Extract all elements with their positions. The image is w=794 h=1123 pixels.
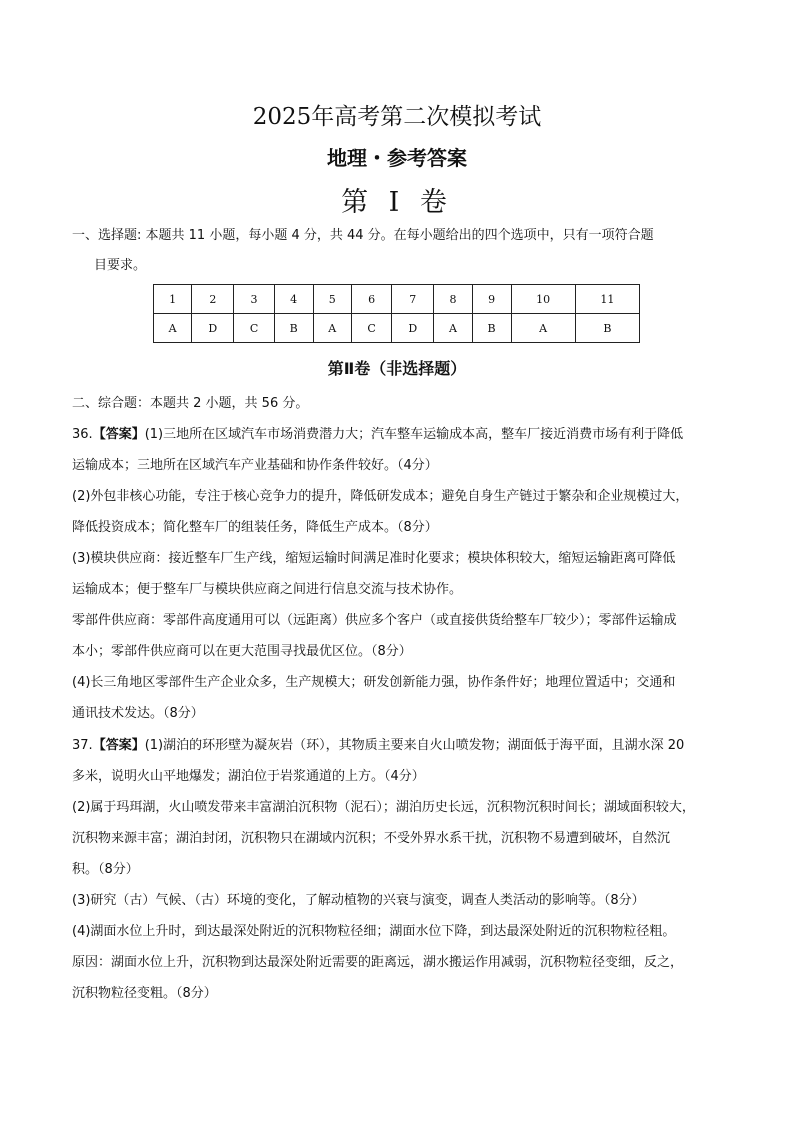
- question-number: 8: [434, 285, 472, 314]
- section2-instruction: 二、综合题：本题共 2 小题，共 56 分。: [72, 396, 309, 411]
- q37-part1-line2: 多米，说明火山平地爆发；湖泊位于岩浆通道的上方。（4分）: [72, 769, 425, 784]
- q36-line1: [72, 425, 732, 445]
- q37-part2-line3: 积。（8分）: [72, 862, 139, 877]
- exam-subtitle: 地理・参考答案: [327, 146, 467, 170]
- question-number: 7: [392, 285, 434, 314]
- answer-cell: C: [234, 314, 274, 343]
- question-number: 5: [313, 285, 351, 314]
- answer-cell: D: [392, 314, 434, 343]
- volume-one-heading: 第 I 卷: [341, 187, 453, 218]
- q36-part1-text: (1)三地所在区域汽车市场消费潜力大；汽车整车运输成本高，整车厂接近消费市场有利于降低: [144, 427, 684, 442]
- section1-instruction-line2: 目要求。: [94, 258, 147, 273]
- answer-row: [154, 314, 640, 343]
- q36-part2-line1: (2)外包非核心功能，专注于核心竞争力的提升，降低研发成本；避免自身生产链过于繁杂和企业规模过大，: [72, 489, 689, 504]
- section1-instruction-line1: 一、选择题: 本题共 11 小题，每小题 4 分，共 44 分。在每小题给出的四个选项中，只有一项符合题: [72, 228, 654, 243]
- q37-number: 37.: [72, 738, 93, 753]
- q37-part2-line2: 沉积物来源丰富；湖泊封闭，沉积物只在湖域内沉积；不受外界水系干扰，沉积物不易遭到破坏，自然沉: [72, 831, 671, 846]
- q36-part4-line2: 通讯技术发达。（8分）: [72, 706, 204, 721]
- answer-cell: A: [511, 314, 575, 343]
- exam-title: 2025年高考第二次模拟考试: [252, 104, 542, 130]
- question-number: 6: [351, 285, 391, 314]
- question-number-row: [154, 285, 640, 314]
- question-number: 10: [511, 285, 575, 314]
- answer-cell: B: [472, 314, 511, 343]
- q36-part2-line2: 降低投资成本；简化整车厂的组装任务，降低生产成本。（8分）: [72, 520, 438, 535]
- q37-part4-line2: 原因：湖面水位上升，沉积物到达最深处附近需要的距离远，湖水搬运作用减弱，沉积物粒径变细，反之，: [72, 955, 684, 970]
- answer-cell: D: [192, 314, 234, 343]
- q36-part4-line1: (4)长三角地区零部件生产企业众多，生产规模大；研发创新能力强，协作条件好；地理位置适中；交通和: [72, 675, 676, 690]
- question-number: 2: [192, 285, 234, 314]
- q36-part1-line2: 运输成本；三地所在区域汽车产业基础和协作条件较好。（4分）: [72, 458, 438, 473]
- answer-cell: C: [351, 314, 391, 343]
- q36-part3-line3: 零部件供应商：零部件高度通用可以（远距离）供应多个客户（或直接供货给整车厂较少）；零部件运输成: [72, 613, 677, 628]
- answer-cell: A: [434, 314, 472, 343]
- question-number: 11: [575, 285, 639, 314]
- question-number: 9: [472, 285, 511, 314]
- q37-answer-tag: 【答案】: [92, 738, 145, 753]
- question-number: 3: [234, 285, 274, 314]
- q37-line1: [72, 736, 732, 756]
- answer-cell: B: [274, 314, 313, 343]
- q36-answer-tag: 【答案】: [92, 427, 145, 442]
- q37-part4-line1: (4)湖面水位上升时，到达最深处附近的沉积物粒径细；湖面水位下降，到达最深处附近的沉积物粒径粗。: [72, 924, 676, 939]
- q37-part1-text: (1)湖泊的环形壁为凝灰岩（环），其物质主要来自火山喷发物；湖面低于海平面，且湖水深 20: [144, 738, 685, 753]
- question-number: 4: [274, 285, 313, 314]
- q36-part3-line2: 运输成本；便于整车厂与模块供应商之间进行信息交流与技术协作。: [72, 582, 463, 597]
- q36-part3-line4: 本小；零部件供应商可以在更大范围寻找最优区位。（8分）: [72, 644, 412, 659]
- volume-two-heading: 第Ⅱ卷（非选择题）: [327, 359, 467, 378]
- q36-part3-line1: (3)模块供应商：接近整车厂生产线，缩短运输时间满足准时化要求；模块体积较大，缩短运输距离可降低: [72, 551, 676, 566]
- answer-table: [153, 284, 640, 343]
- answer-cell: B: [575, 314, 639, 343]
- q36-number: 36.: [72, 427, 93, 442]
- answer-cell: A: [313, 314, 351, 343]
- q37-part2-line1: (2)属于玛珥湖，火山喷发带来丰富湖泊沉积物（泥石）；湖泊历史长远，沉积物沉积时间长；湖域面积较大，: [72, 800, 695, 815]
- answer-cell: A: [154, 314, 192, 343]
- q37-part4-line3: 沉积物粒径变粗。（8分）: [72, 986, 217, 1001]
- question-number: 1: [154, 285, 192, 314]
- q37-part3-line1: (3)研究（古）气候、（古）环境的变化，了解动植物的兴衰与演变，调查人类活动的影响等。（8分）: [72, 893, 645, 908]
